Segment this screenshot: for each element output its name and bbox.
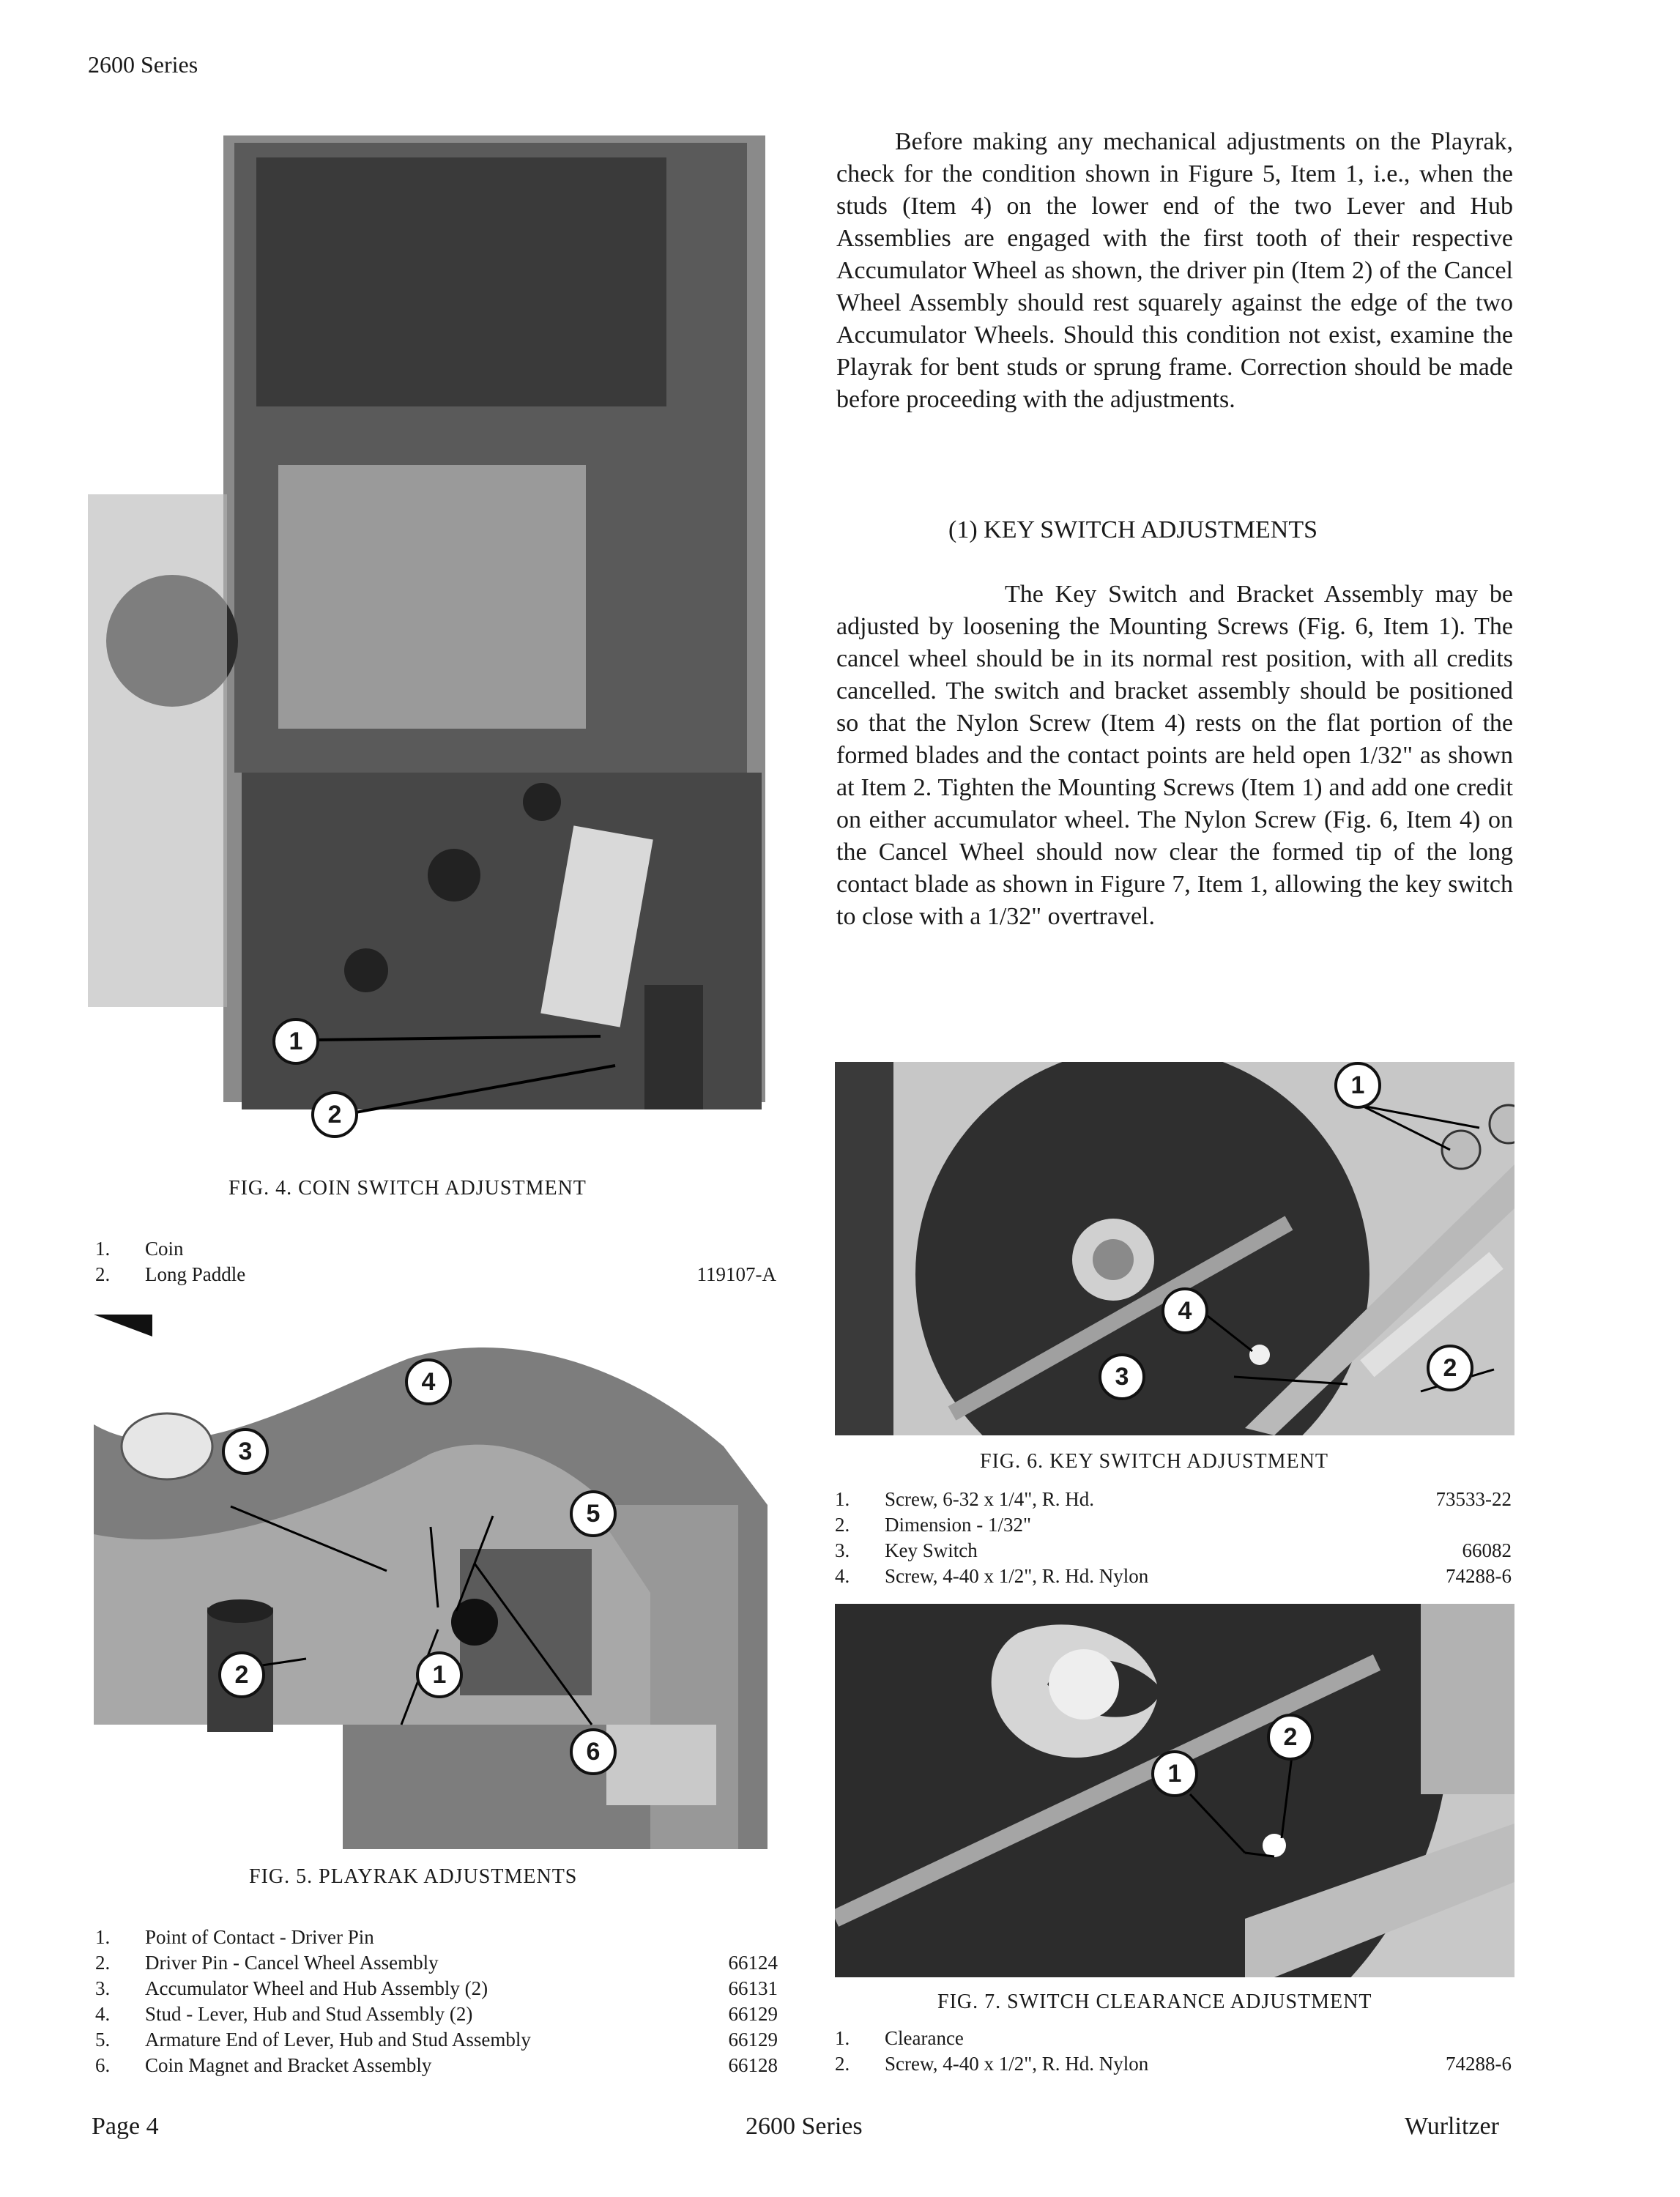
- fig6-callout-3: 3: [1099, 1353, 1145, 1400]
- fig5-legend: [95, 1926, 778, 2080]
- legend-item: 4. Screw, 4-40 x 1/2", R. Hd. Nylon 74288-6: [835, 1565, 1512, 1587]
- legend-item: 1. Coin: [95, 1238, 184, 1260]
- fig7-legend: [835, 2027, 1512, 2078]
- fig7-photo: [835, 1604, 1514, 1977]
- intro-paragraph: Before making any mechanical adjustments on the Playrak, check for the condition shown in Figure 5, Item 1, i.e., when the studs (Item 4) on the lower end of the two Lever and Hub Assemblies are engaged with the first tooth of their respective Accumulator Wheel as shown, the driver pin (Item 2) of the Cancel Wheel Assembly should rest squarely against the edge of the two Accumulator Wheels. Should this condition not exist, examine the Playrak for bent studs or sprung frame. Correction should be made before proceeding with the adjustments.: [836, 128, 1513, 413]
- fig6-callout-4: 4: [1161, 1287, 1208, 1334]
- legend-item: 4. Stud - Lever, Hub and Stud Assembly (2) 66129: [95, 2003, 778, 2025]
- fig5-callout-3: 3: [222, 1428, 269, 1475]
- fig7-caption: FIG. 7. SWITCH CLEARANCE ADJUSTMENT: [937, 1990, 1372, 2013]
- fig6-callout-1: 1: [1334, 1062, 1381, 1109]
- legend-item: 2. Long Paddle 119107-A: [95, 1263, 776, 1285]
- fig7-callout-2: 2: [1267, 1714, 1314, 1761]
- key-switch-paragraph: The Key Switch and Bracket Assembly may be adjusted by loosening the Mounting Screws (Fig. 6, Item 1). The cancel wheel should be in its normal rest position, with all credits cancelled. The switch and bracket assembly should be positioned so that the Nylon Screw (Item 4) rests on the flat portion of the formed blades and the contact points are held open 1/32" as shown at Item 2. Tighten the Mounting Screws (Item 1) and add one credit on either accumulator wheel. The Nylon Screw (Fig. 6, Item 4) on the Cancel Wheel should now clear the formed tip of the long contact blade as shown in Figure 7, Item 1, allowing the key switch to close with a 1/32" overtravel.: [836, 581, 1513, 930]
- fig5-callout-5: 5: [570, 1490, 617, 1537]
- legend-item: 1. Clearance: [835, 2027, 964, 2049]
- legend-item: 1. Screw, 6-32 x 1/4", R. Hd. 73533-22: [835, 1488, 1512, 1510]
- fig7-callout-1: 1: [1151, 1750, 1198, 1797]
- fig5-callout-2: 2: [218, 1651, 265, 1698]
- fig6-photo: [835, 1062, 1514, 1435]
- legend-item: 6. Coin Magnet and Bracket Assembly 66128: [95, 2054, 778, 2076]
- footer-brand: Wurlitzer: [1405, 2113, 1499, 2140]
- legend-item: 3. Key Switch 66082: [835, 1539, 1512, 1561]
- fig4-callout-1: 1: [272, 1018, 319, 1065]
- fig5-callout-6: 6: [570, 1728, 617, 1775]
- fig4-caption: FIG. 4. COIN SWITCH ADJUSTMENT: [228, 1177, 587, 1200]
- footer-page: Page 4: [92, 2113, 159, 2140]
- legend-item: 2. Dimension - 1/32": [835, 1514, 1032, 1536]
- fig4-callout-2: 2: [311, 1091, 358, 1138]
- footer-series: 2600 Series: [746, 2113, 863, 2140]
- fig4-illustration: [88, 128, 769, 1153]
- fig5-callout-4: 4: [405, 1358, 452, 1405]
- fig5-photo: [94, 1315, 767, 1849]
- fig5-caption: FIG. 5. PLAYRAK ADJUSTMENTS: [249, 1865, 578, 1888]
- fig4-part-ref: 119107-A: [696, 1263, 776, 1285]
- legend-item: 5. Armature End of Lever, Hub and Stud Assembly 66129: [95, 2029, 778, 2051]
- legend-item: 1. Point of Contact - Driver Pin: [95, 1926, 374, 1948]
- fig6-illustration: [835, 1062, 1514, 1435]
- fig6-caption: FIG. 6. KEY SWITCH ADJUSTMENT: [980, 1450, 1328, 1473]
- legend-item: 2. Screw, 4-40 x 1/2", R. Hd. Nylon 74288-6: [835, 2053, 1512, 2075]
- legend-item: 3. Accumulator Wheel and Hub Assembly (2) 66131: [95, 1977, 778, 1999]
- fig5-callout-1: 1: [416, 1651, 463, 1698]
- legend-item: 2. Driver Pin - Cancel Wheel Assembly 66124: [95, 1952, 778, 1974]
- fig4-legend: [95, 1238, 776, 1289]
- fig6-callout-2: 2: [1427, 1345, 1473, 1391]
- fig6-legend: [835, 1488, 1512, 1591]
- section-heading: (1) KEY SWITCH ADJUSTMENTS: [948, 516, 1318, 543]
- page-header: 2600 Series: [88, 51, 198, 78]
- fig4-photo: [88, 128, 769, 1153]
